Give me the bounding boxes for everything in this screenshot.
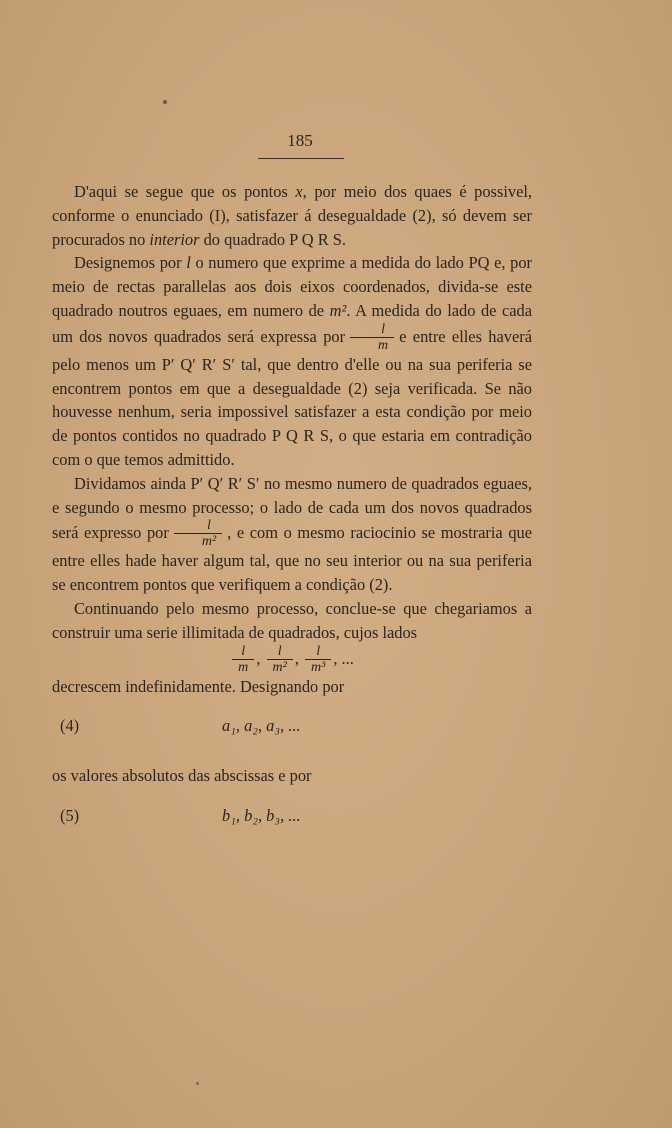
page-number: 185 [287,131,313,150]
paragraph-5: decrescem indefinidamente. Designando por [52,676,345,696]
header-rule [258,158,344,159]
variable-l: l [186,253,191,273]
fraction-l-over-m: $\frac{l}{m}$ [350,323,394,353]
variable-m2: m² [329,300,347,320]
equation-sequence: b₁, b₂, b₃, ... [222,806,301,826]
paragraph-6: os valores absolutos das abscissas e por [52,766,312,786]
equation-sequence: a₁, a₂, a₃, ... [222,716,301,736]
ink-speck [196,1082,199,1085]
equation-4 [52,714,532,738]
emphasis-interior: interior [149,229,200,249]
paragraph-3: Dividamos ainda P′ Q′ R′ S′ no mesmo numero de quadrados eguaes, e segundo o mesmo processo; o lado de cada um dos novos quadrados será expresso por $\frac{l}{\text{m²}}$ , e com o mesmo raciocinio se mostraria que entre elles hade haver algum tal, que no seu interior ou na sua periferia se encontrem pontos que verifiquem a condição (2). [52,473,532,595]
fraction-series-2: $\frac{l}{\text{m²}}$ [267,645,293,675]
fraction-series-1: $\frac{l}{m}$ [232,645,254,675]
ink-speck [163,100,167,104]
fraction-series: $\frac{l}{m}$ , $\frac{l}{\text{m²}}$ , $\frac{l}{\text{m³}}$ , ... [52,645,532,675]
equation-5 [52,804,532,828]
fraction-l-over-m2: $\frac{l}{\text{m²}}$ [174,519,222,549]
variable-x: x [295,182,303,201]
equation-label: (5) [60,806,80,826]
paragraph-1: D'aqui se segue que os pontos x, por meio dos quaes é possivel, conforme o enunciado (I), satisfazer á desegualdade (2), só devem ser procurados no interior do quadrado P Q R S. [52,182,532,249]
fraction-series-3: $\frac{l}{\text{m³}}$ [305,645,331,675]
body-text [52,180,532,854]
paragraph-2: Designemos por l o numero que exprime a medida do lado PQ e, por meio de rectas parallelas aos dois eixos coordenados, divida-se este quadrado noutros eguaes, em numero de m². A medida do lado de cada um dos novos quadrados será expressa por $\frac{l}{m}$ e entre elles haverá pelo menos um P′ Q′ R′ S′ tal, que dentro d'elle ou na sua periferia se encontrem pontos em que a desegualdade (2) seja verificada. Se não houvesse nenhum, seria impossivel satisfazer a esta condição por meio de pontos contidos no quadrado P Q R S, o que estaria em contradição com o que temos admittido. [52,253,533,469]
paragraph-4: Continuando pelo mesmo processo, conclue-se que chegariamos a construir uma serie illimitada de quadrados, cujos lados [52,598,532,642]
equation-label: (4) [60,716,80,736]
